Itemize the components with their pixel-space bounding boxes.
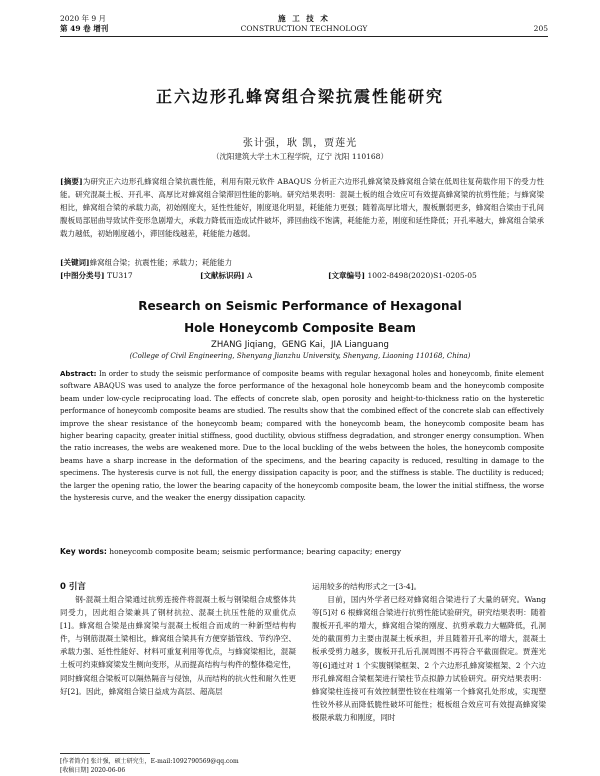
abstract-en-label: Abstract: bbox=[60, 370, 97, 378]
abstract-cn bbox=[60, 176, 544, 241]
journal-name-cn: 施 工 技 术 bbox=[278, 14, 330, 23]
body-paragraph-2: 目前，国内外学者已经对蜂窝组合梁进行了大量的研究。Wang 等[5]对 6 根蜂窝组合梁进行抗剪性能试验研究，研究结果表明：随着腹板开孔率的增大，蜂窝组合梁的刚度、抗剪承载力大幅降低，孔洞处的截面剪力主要由混凝土板承担，并且随着开孔率的增大，混凝土板承受剪力越多，腹板开孔后孔洞周围不再符合平截面假定。贾莲光等[6]通过对 1 个实腹钢梁框架、2 个六边形孔蜂窝梁框架、2 个六边形孔蜂窝组合梁框架进行梁柱节点拟静力试验研究。研究结果表明：蜂窝梁柱连接可有效控制塑性铰在柱端第一个蜂窝孔处形成，实现塑性铰外移从而降低脆性破坏可能性；梃板组合效应可有效提高蜂窝梁极限承载力和刚度，同时 bbox=[312, 595, 546, 722]
affiliation-en: (College of Civil Engineering, Shenyang Jianzhu University, Shenyang, Liaoning 110168, China) bbox=[129, 352, 471, 360]
authors-en: ZHANG Jiqiang，GENG Kai，JIA Lianguang bbox=[211, 340, 389, 350]
doc-label: [文献标识码] bbox=[200, 271, 245, 280]
abstract-cn-text: 为研究正六边形孔蜂窝组合梁抗震性能，利用有限元软件 ABAQUS 分析正六边形孔蜂窝梁及蜂窝组合梁在低周往复荷载作用下的受力性能。研究混凝土板、开孔率、高厚比对蜂窝组合梁滞回性能的影响。研究结果表明：混凝土板的组合效应可有效提高蜂窝梁的抗剪性能；与蜂窝梁相比，蜂窝组合梁的承载力高，初始刚度大，延性性能好，刚度退化明显，耗能能力更强；随着高厚比增大，腹板删弱更多，蜂窝组合梁由于孔间腹板局部屈曲导致试件变形急剧增大，承载力降低而造成试件破坏，滞回曲线不饱满，耗能能力差，刚度和延性降低；开孔率越大，蜂窝组合梁承载力越低，初始刚度越小，滞回能线越差，耗能能力越弱。 bbox=[60, 177, 544, 238]
clc-value: TU317 bbox=[107, 271, 133, 280]
doc-value: A bbox=[247, 271, 253, 280]
journal-name-en: CONSTRUCTION TECHNOLOGY bbox=[240, 24, 368, 33]
abstract-en-text: In order to study the seismic performance of composite beams with regular hexagonal holes and honeycomb, finite element software ABAQUS was used to analyze the force performance of the hexagonal hole honeycomb beam and the honeycomb composite beam under low-cycle reciprocating load. The effects of concrete slab, open porosity and height-to-thickness ratio on the hysteretic performance of honeycomb composite beams are studied. The results show that the combined effect of the concrete slab can effectively improve the shear resistance of the honeycomb beam; compared with the honeycomb beam, the honeycomb composite beam has higher bearing capacity, greater initial stiffness, good ductility, obvious stiffness degradation, and stronger energy consumption. When the ratio increases, the webs are weakened more. Due to the local buckling of the webs between the holes, the honeycomb composite beams have a sharp increase in the deformation of the specimens, and the bearing capacity is reduced, resulting in damage to the specimens. The hysteresis curve is not full, the energy dissipation capacity is poor, and the stiffness is stable. The ductility is reduced; the larger the opening ratio, the lower the bearing capacity of the honeycomb composite beam, the lower the initial stiffness, the worse the hysteresis curve, and the weaker the energy dissipation capacity. bbox=[60, 370, 544, 503]
paper-title-cn: 正六边形孔蜂窝组合梁抗震性能研究 bbox=[155, 87, 444, 106]
issue-date: 2020 年 9 月 bbox=[60, 14, 107, 23]
clc-label: [中图分类号] bbox=[60, 271, 105, 280]
body-paragraph-1-end: 运用较多的结构形式之一[3-4]。 bbox=[312, 582, 422, 591]
article-number bbox=[328, 270, 477, 281]
issue-volume: 第 49 卷 增刊 bbox=[60, 24, 109, 33]
abstract-en bbox=[60, 368, 544, 504]
clc-code bbox=[60, 270, 133, 281]
article-label: [文章编号] bbox=[328, 271, 366, 280]
footnote-author: [作者简介] 张计强，硕士研究生，E-mail:1092790569@qq.com bbox=[60, 758, 239, 765]
body-column-right bbox=[312, 580, 546, 724]
keywords-cn-label: [关键词] bbox=[60, 258, 90, 267]
keywords-en bbox=[60, 547, 544, 556]
body-paragraph-1: 钢-混凝土组合梁通过抗剪连接件将混凝土板与钢梁组合成整体共同受力，因此组合梁兼具了钢材抗拉、混凝土抗压性能的双重优点[1]。蜂窝组合梁是由蜂窝梁与混凝土板组合而成的一种新型结构构件，与钢筋混凝土梁相比，蜂窝组合梁具有方便穿插管线、节约净空、承载力强、延性性能好、材料可重复利用等优点，与蜂窝梁相比，混凝土板可约束蜂窝梁发生侧向变形，从而提高结构与构件的整体稳定性，同时蜂窝组合梁板可以隔热隔音与侵蚀，从而结构的抗火性和耐久性更好[2]。因此，蜂窝组合梁日益成为高层、超高层 bbox=[60, 595, 296, 696]
header-rule bbox=[60, 36, 548, 37]
footnote bbox=[60, 757, 239, 775]
title-en-line1: Research on Seismic Performance of Hexagonal bbox=[138, 299, 462, 313]
title-en-line2: Hole Honeycomb Composite Beam bbox=[184, 321, 416, 335]
keywords-en-text: honeycomb composite beam; seismic performance; bearing capacity; energy bbox=[109, 547, 402, 556]
body-column-left bbox=[60, 593, 296, 698]
keywords-en-label: Key words: bbox=[60, 547, 107, 556]
article-value: 1002-8498(2020)S1-0205-05 bbox=[367, 271, 477, 280]
paper-title-en bbox=[0, 295, 600, 339]
authors-cn: 张计强，耿 凯，贾莲光 bbox=[242, 138, 358, 149]
running-header bbox=[60, 14, 548, 44]
affiliation-cn: （沈阳建筑大学土木工程学院，辽宁 沈阳 110168） bbox=[212, 152, 388, 161]
abstract-cn-label: [摘要] bbox=[60, 177, 83, 186]
footnote-rule bbox=[60, 753, 150, 754]
section-heading-intro: 0 引言 bbox=[60, 582, 86, 592]
keywords-cn-text: 蜂窝组合梁；抗震性能；承载力；耗能能力 bbox=[89, 258, 233, 267]
keywords-cn bbox=[60, 257, 544, 268]
page-number: 205 bbox=[533, 24, 548, 33]
journal-name bbox=[60, 14, 548, 34]
doc-code bbox=[200, 270, 252, 281]
footnote-date: [收稿日期] 2020-06-06 bbox=[60, 767, 126, 774]
